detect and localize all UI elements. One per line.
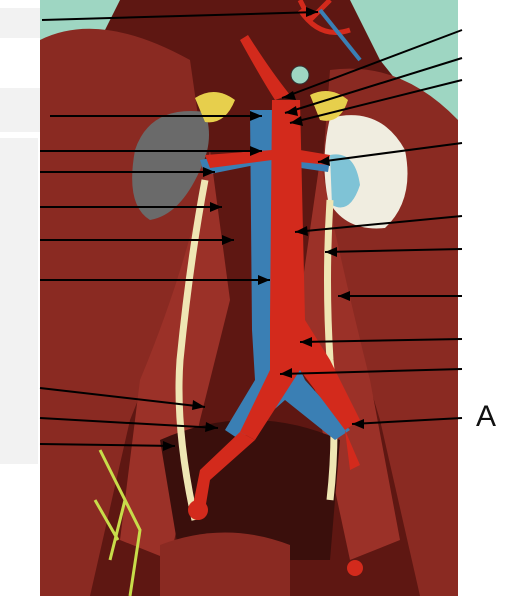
small-green-node — [291, 66, 309, 84]
pelvic-rim — [160, 533, 290, 596]
label-a: A — [476, 400, 497, 433]
left-iliac-vessel-end — [188, 500, 208, 520]
lower-vessel-end — [347, 560, 363, 576]
